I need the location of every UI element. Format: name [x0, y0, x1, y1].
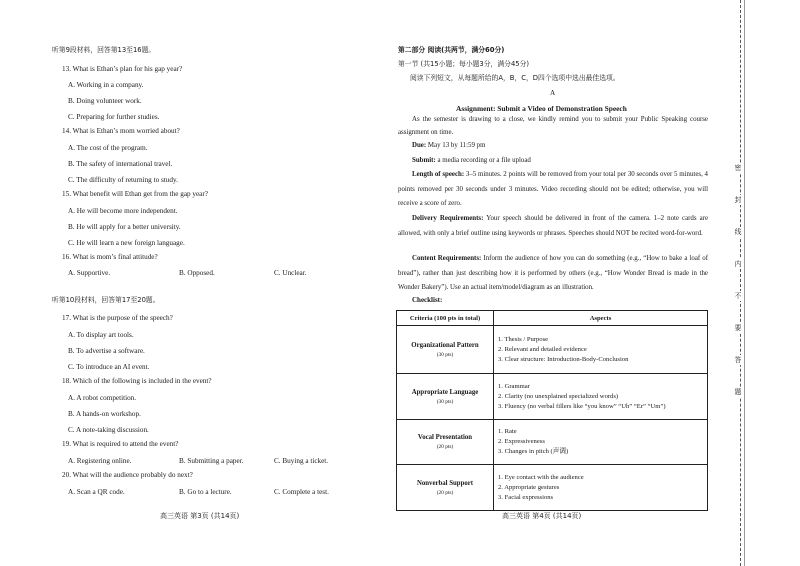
aspect-item: 1. Thesis / Purpose — [498, 335, 549, 343]
margin-char: 封 — [734, 196, 742, 204]
right-page — [390, 0, 718, 566]
content-paragraph — [398, 252, 708, 296]
criteria-cell — [397, 420, 494, 465]
table-header: Criteria (100 pts in total) — [397, 311, 494, 326]
passage-label: A — [550, 89, 556, 97]
due-line — [398, 140, 708, 153]
delivery-label: Delivery Requirements: — [412, 215, 484, 222]
page-footer: 高三英语 第4页 (共14页) — [502, 512, 582, 520]
instruction: 阅读下列短文，从每题所给的A，B，C，D四个选项中选出最佳选项。 — [410, 74, 620, 82]
answer-option: C. Preparing for further studies. — [68, 113, 160, 121]
aspects-cell — [494, 326, 708, 374]
margin-char: 内 — [734, 260, 742, 268]
answer-option: A. The cost of the program. — [68, 144, 148, 152]
margin-char: 要 — [734, 324, 742, 332]
answer-option: A. Registering online. — [68, 457, 132, 465]
part-title: 第二部分 阅读(共两节，满分60分) — [398, 46, 505, 54]
criteria-name: Appropriate Language — [411, 388, 479, 396]
due-label: Due: — [412, 142, 427, 149]
aspects-cell — [494, 465, 708, 511]
answer-option: C. Unclear. — [274, 269, 307, 277]
criteria-points: (30 pts) — [436, 398, 454, 405]
answer-option: A. He will become more independent. — [68, 207, 178, 215]
length-paragraph — [398, 168, 708, 212]
passage-title: Assignment: Submit a Video of Demonstration Speech — [456, 104, 627, 113]
section-title: 第一节 (共15小题；每小题3分，满分45分) — [398, 60, 530, 68]
section-intro: 听第9段材料，回答第13至16题。 — [52, 46, 156, 54]
margin-char: 密 — [734, 164, 742, 172]
answer-option: A. Supportive. — [68, 269, 111, 277]
aspect-item: 3. Fluency (no verbal fillers like “you know” “Uh” “Er” “Um”) — [498, 402, 666, 410]
aspect-item: 1. Rate — [498, 428, 517, 435]
intro-paragraph: As the semester is drawing to a close, we kindly remind you to submit your Public Speaking course assignment on time. — [398, 116, 708, 136]
criteria-cell — [397, 465, 494, 511]
margin-char: 答 — [734, 356, 742, 364]
criteria-name: Nonverbal Support — [416, 479, 474, 487]
table-row — [397, 465, 708, 511]
question-stem: 15. What benefit will Ethan get from the gap year? — [62, 190, 208, 198]
answer-option: C. Buying a ticket. — [274, 457, 329, 465]
answer-option: B. A hands-on workshop. — [68, 410, 141, 418]
answer-option: C. To introduce an AI event. — [68, 363, 150, 371]
answer-option: B. Doing volunteer work. — [68, 97, 142, 105]
question-stem: 13. What is Ethan’s plan for his gap year? — [62, 65, 183, 73]
submit-label: Submit: — [412, 157, 436, 164]
margin-char: 线 — [734, 228, 742, 236]
aspect-item: 3. Changes in pitch (声调) — [498, 448, 569, 455]
answer-option: C. Complete a test. — [274, 488, 329, 496]
answer-option: A. Working in a company. — [68, 81, 144, 89]
answer-option: B. He will apply for a better university. — [68, 223, 181, 231]
cut-line — [740, 0, 741, 566]
answer-option: B. The safety of international travel. — [68, 160, 173, 168]
table-row — [397, 326, 708, 374]
submit-line — [398, 155, 708, 168]
criteria-cell — [397, 374, 494, 420]
margin-char: 题 — [734, 388, 742, 396]
answer-option: B. Submitting a paper. — [179, 457, 244, 465]
aspects-cell — [494, 420, 708, 465]
question-stem: 18. Which of the following is included in the event? — [62, 377, 212, 385]
criteria-name: Vocal Presentation — [417, 434, 473, 441]
question-stem: 16. What is mom’s final attitude? — [62, 253, 158, 261]
delivery-paragraph — [398, 212, 708, 241]
table-row — [397, 420, 708, 465]
answer-option: A. Scan a QR code. — [68, 488, 125, 496]
checklist-table — [396, 310, 708, 511]
criteria-name: Organizational Pattern — [411, 341, 479, 349]
aspect-item: 1. Grammar — [498, 382, 530, 390]
answer-option: C. He will learn a new foreign language. — [68, 239, 185, 247]
binding-margin — [734, 0, 800, 566]
question-stem: 14. What is Ethan’s mom worried about? — [62, 127, 180, 135]
criteria-points: (30 pts) — [436, 351, 454, 358]
question-stem: 19. What is required to attend the event? — [62, 440, 179, 448]
answer-option: A. To display art tools. — [68, 331, 134, 339]
margin-rule — [744, 0, 745, 566]
aspect-item: 2. Relevant and detailed evidence — [498, 345, 587, 353]
left-page — [48, 0, 418, 566]
aspect-item: 2. Clarity (no unexplained specialized words) — [498, 392, 619, 400]
table-header-row — [397, 311, 708, 326]
aspect-item: 3. Facial expressions — [498, 493, 554, 501]
answer-option: C. A note-taking discussion. — [68, 426, 149, 434]
criteria-points: (20 pts) — [436, 489, 454, 496]
aspect-item: 1. Eye contact with the audience — [498, 473, 584, 481]
table-row — [397, 374, 708, 420]
length-label: Length of speech: — [412, 171, 465, 178]
answer-option: B. To advertise a software. — [68, 347, 145, 355]
criteria-cell — [397, 326, 494, 374]
delivery-text: Your speech should be delivered in front of the camera. 1–2 note cards are allowed, with only a brief outline using keywords or phrases. Speeches should NOT be recited word-for-word. — [398, 215, 708, 237]
checklist-label: Checklist: — [412, 296, 443, 304]
submit-text: a media recording or a file upload — [437, 157, 531, 164]
content-text: Inform the audience of how you can do something (e.g., “How to bake a loaf of bread”), rather than just describing how it is performed by others (e.g., “How Wonder Bread is made in the Wonder Bakery”). Use an actual item/model/diagram as an illustration. — [398, 255, 708, 291]
page-footer: 高三英语 第3页 (共14页) — [160, 512, 240, 520]
answer-option: B. Go to a lecture. — [179, 488, 232, 496]
answer-option: A. A robot competition. — [68, 394, 137, 402]
due-text: May 13 by 11:59 pm — [427, 142, 486, 149]
question-stem: 17. What is the purpose of the speech? — [62, 314, 173, 322]
criteria-points: (20 pts) — [436, 444, 454, 450]
content-label: Content Requirements: — [412, 255, 482, 262]
margin-char: 不 — [734, 292, 742, 300]
aspect-item: 2. Expressiveness — [498, 438, 545, 445]
answer-option: C. The difficulty of returning to study. — [68, 176, 178, 184]
section-intro: 听第10段材料，回答第17至20题。 — [52, 296, 160, 304]
answer-option: B. Opposed. — [179, 269, 215, 277]
question-stem: 20. What will the audience probably do next? — [62, 471, 193, 479]
aspects-cell — [494, 374, 708, 420]
aspect-item: 3. Clear structure: Introduction-Body-Conclusion — [498, 355, 629, 363]
aspect-item: 2. Appropriate gestures — [498, 483, 560, 491]
table-header: Aspects — [494, 311, 708, 326]
length-text: 3–5 minutes. 2 points will be removed from your total per 30 seconds over 5 minutes, 4 points removed per 30 seconds under 3 minutes. Video recording should not be edited; otherwise, you will receive a score of zero. — [398, 171, 709, 207]
